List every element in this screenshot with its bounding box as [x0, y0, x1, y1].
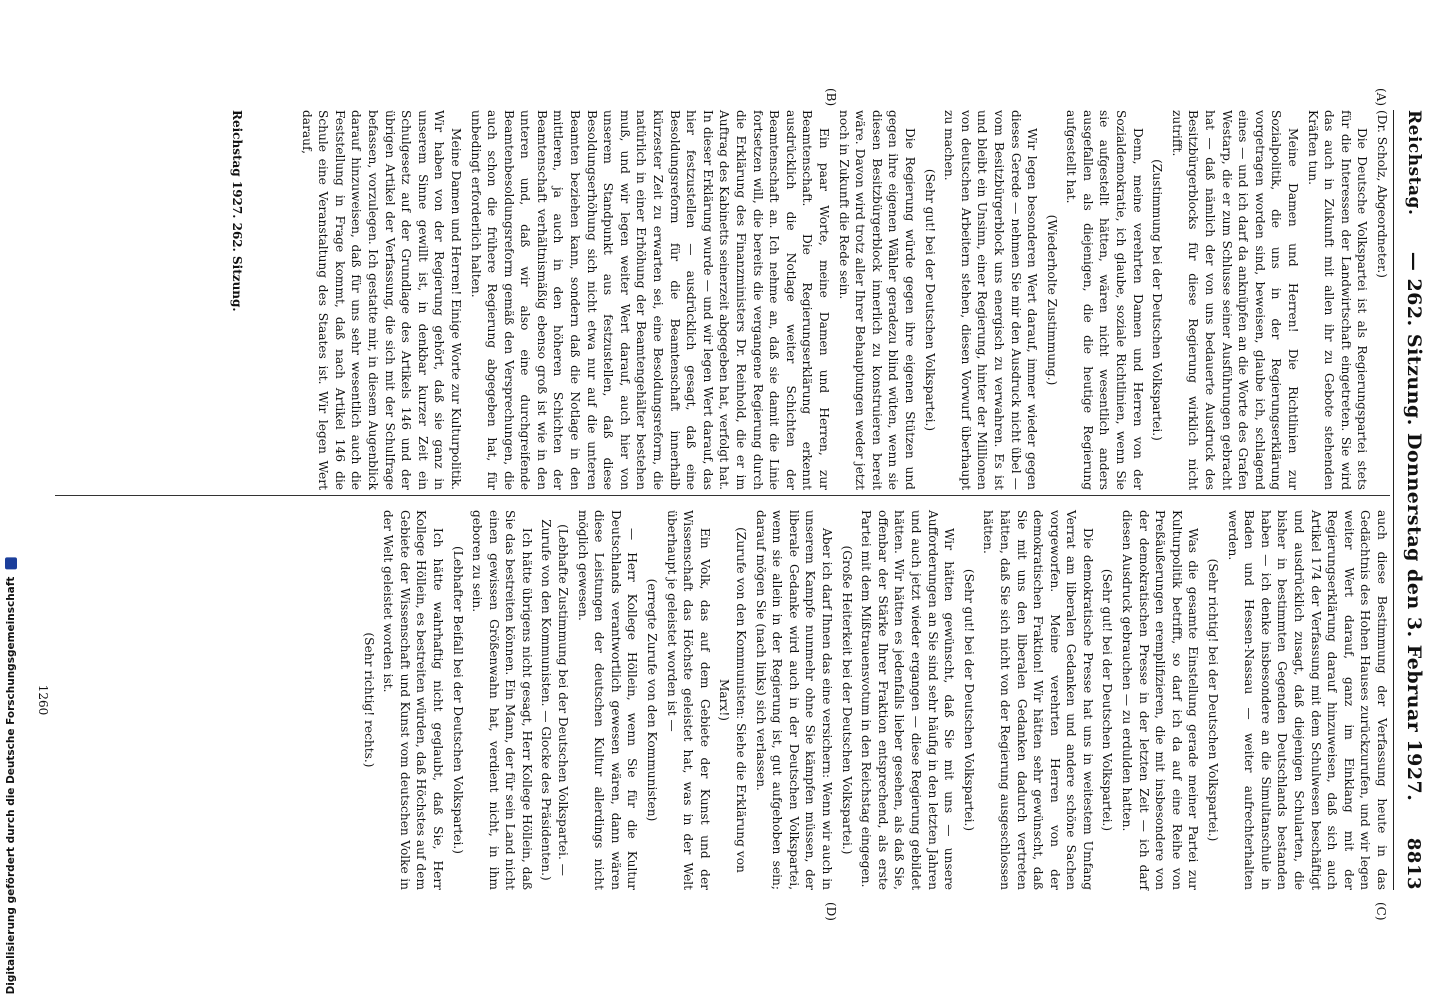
paragraph: Wir legen besonderen Wert darauf, immer wieder gegen dieses Gerede — nehmen Sie mir den Ausdruck nicht übel — vom Besitzbürgerblock uns energisch zu verwahren. Es ist und bleibt ein Unsinn, einer Regierung, hinter der Millionen von deutschen Arbeitern stehen, diesen Vorwurf überhaupt zu machen. — [942, 110, 1040, 490]
interjection: (Sehr gut! bei der Deutschen Volkspartei.) — [961, 568, 976, 832]
paragraph: Was die gesamte Einstellung gerade meiner Partei zur Kulturpolitik betrifft, so darf ich da auf eine Reihe von Preßäußerungen eremplifizieren, die mit insbesondere von der demokratischen Presse in der letzten Zeit — ich darf diesen Ausdruck gebrauchen — zu erdulden hatten. — [1120, 510, 1201, 890]
paragraph: Ich hätte wahrhaftig nicht geglaubt, daß Sie, Herr Kollege Höllein, es bestreiten würden, daß Höchstes auf dem Gebiete der Wissenschaft und Kunst vom deutschen Volke in der Welt geleistet worden ist. — [381, 510, 445, 890]
paragraph: Die demokratische Presse hat uns in weitestem Umfang Verrat am liberalen Gedanken und andere schöne Sachen vorgeworfen. Meine verehrten Herren von der demokratischen Fraktion! Wir hätten sehr gewünscht, daß Sie mit uns den liberalen Gedanken dadurch vertreten hätten, daß Sie sich nicht von der Regierung ausgeschlossen hätten. — [981, 510, 1095, 890]
paragraph: Meine Damen und Herren! Die Richtlinien zur Sozialpolitik, die uns in der Regierungserklärung vorgetragen worden sind, beweisen, glaube ich, schlagend eines — und ich darf da anknüpfen an die Worte des Grafen Westarp, die er zum Schlusse seiner Ausführungen gebracht hat — daß nämlich der von uns bedauerte Ausdruck des Besitzbürgerblocks für diese Regierung wirklich nicht zutrifft. — [1169, 110, 1301, 490]
margin-letter-b: (B) — [824, 88, 838, 107]
margin-letter-d: (D) — [824, 902, 838, 921]
interjection: (Wiederholte Zustimmung.) — [1044, 214, 1059, 386]
paragraph: (Dr. Scholz, Abgeordneter.) — [1375, 110, 1389, 279]
paragraph: Ein Volk, das auf dem Gebiete der Kunst und der Wissenschaft das Höchste geleistet hat, was in der Welt überhaupt je geleistet worden ist — — [664, 510, 712, 890]
column-divider — [55, 495, 1390, 496]
text-column-right — [80, 510, 1390, 890]
paragraph: Die Regierung würde gegen ihre eigenen Stützen und gegen ihre eigenen Wähler geradezu blind wüten, wenn sie diesen Besitzbürgerblock innerlich zu konstruieren bereit wäre. Davon wird trotz aller Ihrer Behauptungen weder jetzt noch in Zukunft die Rede sein. — [836, 110, 917, 490]
header-parliament: Reichstag. — [1404, 110, 1424, 216]
footer-session-label: Reichstag 1927. 262. Sitzung. — [230, 110, 244, 312]
interjection: (Große Heiterkeit bei der Deutschen Volkspartei.) — [839, 545, 854, 855]
interjection: (erregte Zurufe von den Kommunisten) — [645, 578, 660, 822]
funding-stamp — [4, 2, 18, 994]
interjection: (Sehr gut! bei der Deutschen Volkspartei.) — [1100, 568, 1115, 832]
interjection: (Sehr richtig! rechts.) — [361, 632, 376, 768]
paragraph: auch diese Bestimmung der Verfassung heute in das Gedächtnis des Hohen Hauses zurückzurufen, und wir legen weiter Wert darauf, ganz im Einklang mit der Regierungserklärung darauf hinzuweisen, daß sich auch Artikel 174 der Verfassung mit dem Schulwesen beschäftigt und ausdrücklich zusagt, daß diejenigen Schularten, die bisher in bestimmten Gegenden Deutschlands bestanden haben — ich denke insbesondere an die Simultanschule in Baden und Hessen-Nassau — weiter aufrechterhalten werden. — [1225, 510, 1389, 890]
funding-stamp-text: Digitalisierung gefördert durch die Deutsche Forschungsgemeinschaft — [5, 557, 17, 994]
interjection: (Lebhafter Beifall bei der Deutschen Volkspartei.) — [450, 546, 465, 854]
header-session-date: — 262. Sitzung. Donnerstag den 3. Februar 1927. — [1403, 251, 1425, 802]
interjection: (Sehr richtig! bei der Deutschen Volkspartei.) — [1206, 558, 1221, 842]
interjection: (Zustimmung bei der Deutschen Volkspartei.) — [1150, 159, 1165, 441]
margin-letter-a: (A) — [1374, 88, 1388, 107]
interjection: (Lebhafte Zustimmung bei der Deutschen Volkspartei. — Zurufe von den Kommunisten. — Glocke des Präsidenten.) — [539, 519, 571, 881]
interjection: (Sehr gut! bei der Deutschen Volkspartei.) — [922, 168, 937, 432]
interjection: (Zurufe von den Kommunisten: Siehe die Erklärung von Marx!) — [717, 527, 749, 873]
paragraph: Meine Damen und Herren! Einige Worte zur Kulturpolitik. Wir haben von der Regierung gehört, daß sie ganz in unserem Sinne gewillt ist, in denkbar kurzer Zeit ein Schulgesetz auf der Grundlage des Artikels 146 und der übrigen Artikel der Verfassung, die sich mit der Schulfrage befassen, vorzulegen. Ich gestatte mir, in diesem Augenblick darauf hinzuweisen, daß für uns sehr wesentlich auch die Feststellung in Frage kommt, daß nach Artikel 146 die Schule eine Veranstaltung des Staates ist. Wir legen Wert darauf, — [299, 110, 463, 490]
paragraph: Die Deutsche Volkspartei ist als Regierungspartei stets für die Interessen der Landwirtschaft eingetreten. Sie wird das auch in Zukunft mit allen ihr zu Gebote stehenden Kräften tun. — [1305, 110, 1370, 490]
paragraph: Ich hätte übrigens nicht gesagt, Herr Kollege Höllein, daß Sie das bestreiten können. Ein Mann, der für sein Land nicht einen gewissen Größenwahn hat, verdient nicht, in ihm geboren zu sein. — [470, 510, 534, 890]
paragraph: Denn, meine verehrten Damen und Herren von der Sozialdemokratie, ich glaube, soziale Richtlinien, wenn Sie sie aufgestellt hätten, wären nicht wesentlich anders ausgefallen als diejenigen, die die heutige Regierung aufgestellt hat. — [1064, 110, 1145, 490]
text-column-left — [250, 110, 1390, 490]
header-page-number: 8813 — [1403, 837, 1425, 890]
dfg-logo-icon — [5, 557, 17, 569]
page-header — [1393, 110, 1434, 890]
paragraph: Wir hätten gewünscht, daß Sie mit uns — unsere Aufforderungen an Sie sind sehr häufig in den letzten Jahren und auch jetzt wieder ergangen — diese Regierung gebildet hätten. Wir hätten es jedenfalls lieber gesehen, als daß Sie, offenbar der Stärke Ihrer Fraktion entsprechend, als erste Partei mit dem Mißtrauensvotum in den Reichstag eingegen. — [859, 510, 957, 890]
footer-page-number: 1260 — [36, 684, 50, 716]
paragraph: — Herr Kollege Höllein, wenn Sie für die Kultur Deutschlands verantwortlich gewesen wären, dann wären diese Leistungen der deutschen Kultur allerdings nicht möglich gewesen. — [575, 510, 640, 890]
paragraph: Ein paar Worte, meine Damen und Herren, zur Beamtenschaft. Die Regierungserklärung erkennt ausdrücklich die Notlage weiter Schichten der Beamtenschaft an. Ich nehme an, daß sie damit die Linie fortsetzen will, die bereits die vergangene Regierung durch die Erklärung des Finanzministers Dr. Reinhold, die er im Auftrag des Kabinetts seinerzeit abgegeben hat, verfolgt hat. In dieser Erklärung wurde — und wir legen Wert darauf, das hier festzustellen — ausdrücklich gesagt, daß eine Besoldungsreform für die Beamtenschaft innerhalb kürzester Zeit zu erwarten sei, eine Besoldungsreform, die natürlich in einer Erhöhung der Beamtengehälter bestehen muß, und wir legen weiter Wert darauf, auch hier von unserem Standpunkt aus festzustellen, daß diese Besoldungserhöhung sich nicht etwa nur auf die unteren Beamten beziehen kann, sondern daß die Notlage in den mittleren, ja auch in den höheren Schichten der Beamtenschaft verhältnismäßig ebenso groß ist wie in den unteren und, daß wir also eine durchgreifende Beamtenbesoldungsreform gemäß den Versprechungen, die auch schon die frühere Regierung abgegeben hat, für unbedingt erforderlich halten. — [468, 110, 831, 490]
paragraph: Aber ich darf Ihnen das eine versichern: Wenn wir auch in unserem Kampfe nunmehr ohne Sie kämpfen müssen, der liberale Gedanke wird auch in der Deutschen Volkspartei, wenn sie allein in der Regierung ist, gut aufgehoben sein; darauf mögen Sie (nach links) sich verlassen. — [753, 510, 834, 890]
margin-letter-c: (C) — [1374, 902, 1388, 921]
